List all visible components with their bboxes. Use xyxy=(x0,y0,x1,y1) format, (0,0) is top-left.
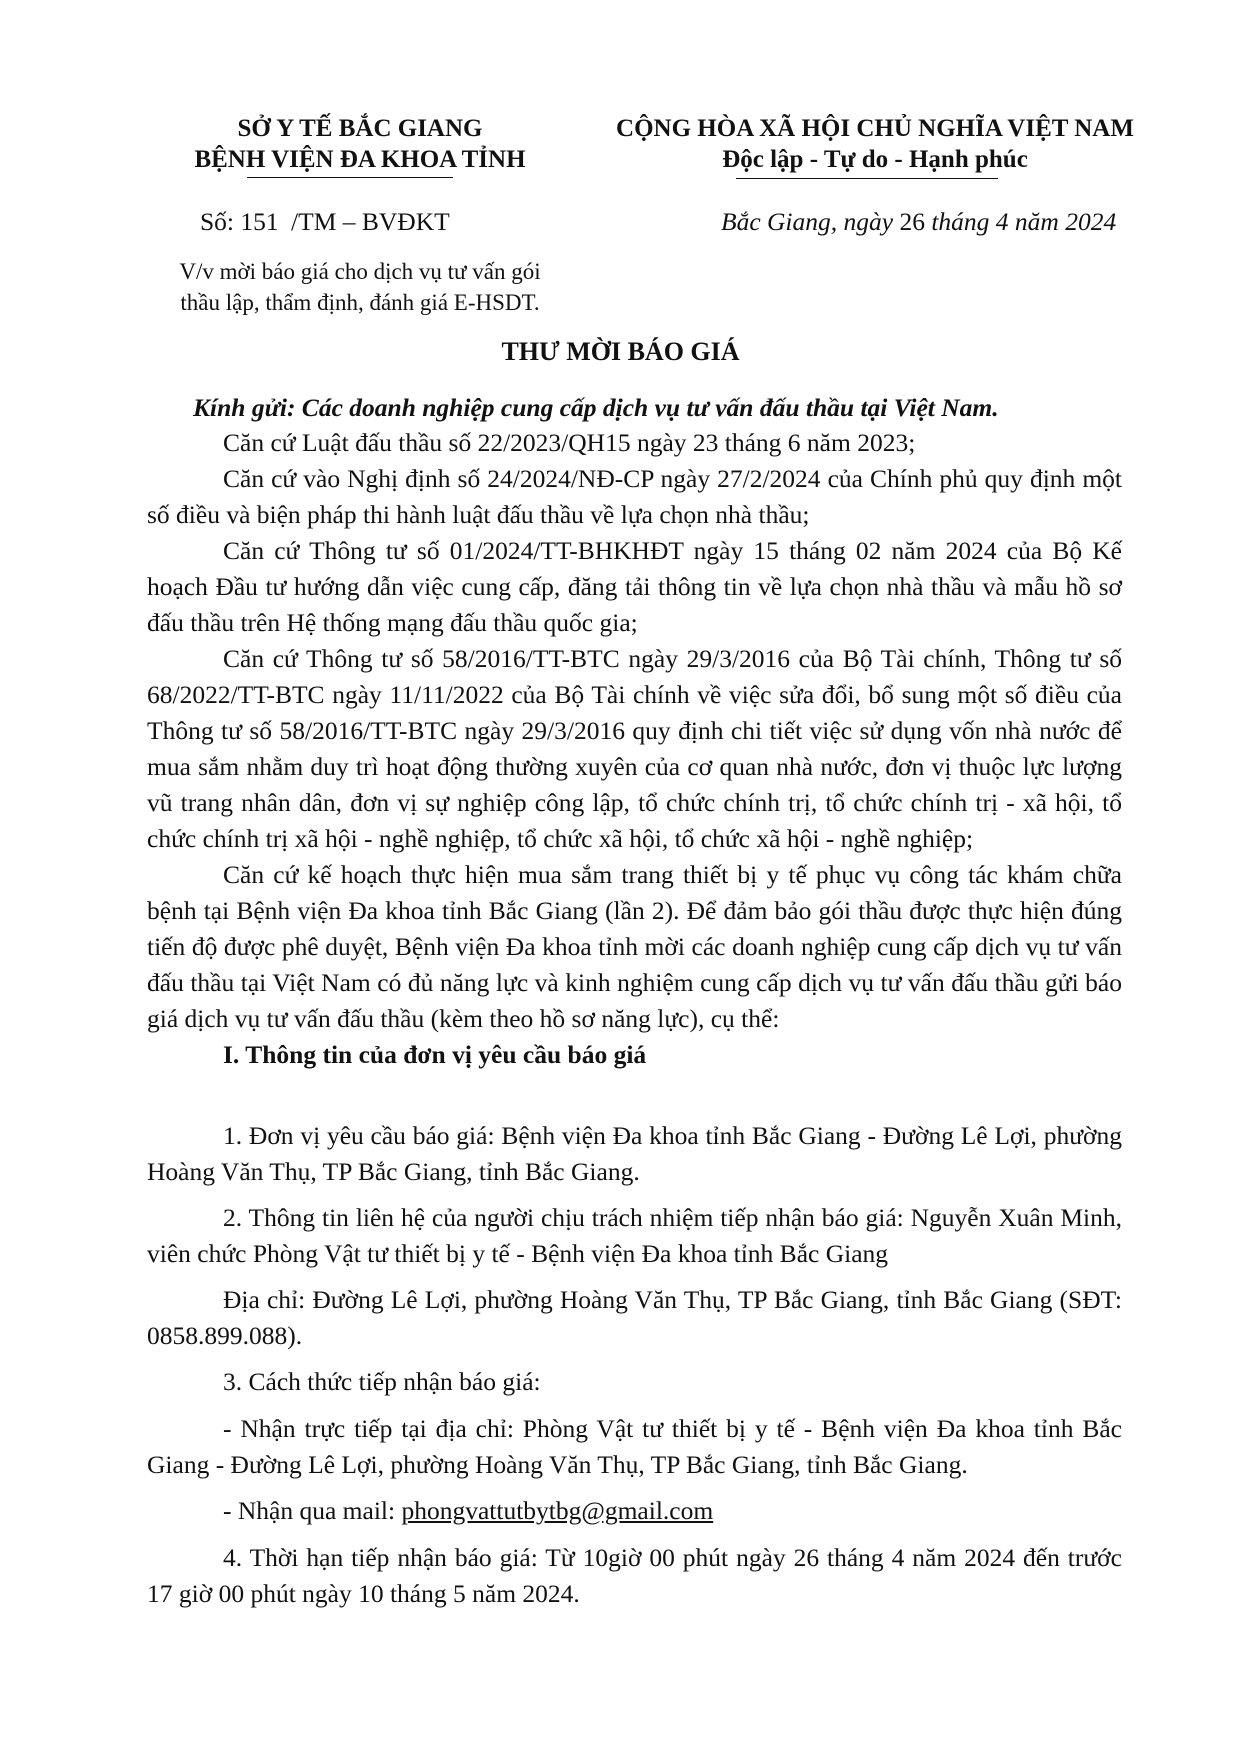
item-4-text: 4. Thời hạn tiếp nhận báo giá: Từ 10giờ 00 phút ngày 26 tháng 4 năm 2024 đến trước 17 giờ 00 phút ngày 10 tháng 5 năm 2024. xyxy=(147,1543,1122,1608)
section-heading: I. Thông tin của đơn vị yêu cầu báo giá xyxy=(223,1040,647,1069)
subject-line-2: thầu lập, thẩm định, đánh giá E-HSDT. xyxy=(180,290,540,315)
letter-title: THƯ MỜI BÁO GIÁ xyxy=(501,337,740,366)
item-1-text: 1. Đơn vị yêu cầu báo giá: Bệnh viện Đa khoa tỉnh Bắc Giang - Đường Lê Lợi, phường Hoàng Văn Thụ, TP Bắc Giang, tỉnh Bắc Giang. xyxy=(147,1121,1122,1186)
item-4 xyxy=(147,1540,1122,1612)
item-3b xyxy=(147,1493,1122,1529)
agency-name: SỞ Y TẾ BẮC GIANG xyxy=(237,115,483,142)
issue-date xyxy=(721,204,1116,240)
date-month-year: tháng 4 năm 2024 xyxy=(931,207,1117,236)
doc-number-prefix: Số: xyxy=(200,207,235,236)
address-block xyxy=(147,1282,1122,1354)
item-3 xyxy=(147,1364,1122,1400)
address-text: Địa chỉ: Đường Lê Lợi, phường Hoàng Văn Thụ, TP Bắc Giang, tỉnh Bắc Giang (SĐT: 0858.899.088). xyxy=(147,1285,1122,1350)
national-motto: Độc lập - Tự do - Hạnh phúc xyxy=(722,146,1028,173)
date-day: 26 xyxy=(899,207,925,236)
item-1 xyxy=(147,1118,1122,1190)
doc-number-suffix: /TM – BVĐKT xyxy=(291,207,450,236)
basis-paragraph: Căn cứ vào Nghị định số 24/2024/NĐ-CP ngày 27/2/2024 của Chính phủ quy định một số điều và biện pháp thi hành luật đấu thầu về lựa chọn nhà thầu; xyxy=(147,464,1122,529)
basis-paragraph: Căn cứ kế hoạch thực hiện mua sắm trang thiết bị y tế phục vụ công tác khám chữa bệnh tại Bệnh viện Đa khoa tỉnh Bắc Giang (lần 2). Để đảm bảo gói thầu được thực hiện đúng tiến độ được phê duyệt, Bệnh viện Đa khoa tỉnh mời các doanh nghiệp cung cấp dịch vụ tư vấn đấu thầu tại Việt Nam có đủ năng lực và kinh nghiệm cung cấp dịch vụ tư vấn đấu thầu gửi báo giá dịch vụ tư vấn đấu thầu (kèm theo hồ sơ năng lực), cụ thể: xyxy=(147,860,1122,1033)
item-2 xyxy=(147,1200,1122,1272)
item-3b-prefix: - Nhận qua mail: xyxy=(223,1496,396,1525)
country-name: CỘNG HÒA XÃ HỘI CHỦ NGHĨA VIỆT NAM xyxy=(616,115,1134,142)
item-3a xyxy=(147,1411,1122,1483)
basis-paragraph: Căn cứ Luật đấu thầu số 22/2023/QH15 ngày 23 tháng 6 năm 2023; xyxy=(223,428,916,457)
basis-paragraph: Căn cứ Thông tư số 58/2016/TT-BTC ngày 29/3/2016 của Bộ Tài chính, Thông tư số 68/2022/TT-BTC ngày 11/11/2022 của Bộ Tài chính về việc sửa đổi, bổ sung một số điều của Thông tư số 58/2016/TT-BTC ngày 29/3/2016 quy định chi tiết việc sử dụng vốn nhà nước để mua sắm nhằm duy trì hoạt động thường xuyên của cơ quan nhà nước, đơn vị thuộc lực lượng vũ trang nhân dân, đơn vị sự nghiệp công lập, tổ chức chính trị, tổ chức chính trị - xã hội, tổ chức chính trị xã hội - nghề nghiệp, tổ chức xã hội, tổ chức xã hội - nghề nghiệp; xyxy=(147,644,1122,853)
right-header-underline xyxy=(736,178,998,179)
recipient-line: Kính gửi: Các doanh nghiệp cung cấp dịch vụ tư vấn đấu thầu tại Việt Nam. xyxy=(193,393,999,422)
item-3-text: 3. Cách thức tiếp nhận báo giá: xyxy=(223,1367,541,1396)
subject-block xyxy=(140,256,580,318)
doc-number-value: 151 xyxy=(240,207,279,236)
email-link[interactable]: phongvattutbytbg@gmail.com xyxy=(401,1496,714,1525)
basis-paragraph: Căn cứ Thông tư số 01/2024/TT-BHKHĐT ngày 15 tháng 02 năm 2024 của Bộ Kế hoạch Đầu tư hướng dẫn việc cung cấp, đăng tải thông tin về lựa chọn nhà thầu và mẫu hồ sơ đấu thầu trên Hệ thống mạng đấu thầu quốc gia; xyxy=(147,536,1122,637)
subject-line-1: V/v mời báo giá cho dịch vụ tư vấn gói xyxy=(179,259,541,284)
item-2-text: 2. Thông tin liên hệ của người chịu trách nhiệm tiếp nhận báo giá: Nguyễn Xuân Minh, viên chức Phòng Vật tư thiết bị y tế - Bệnh viện Đa khoa tỉnh Bắc Giang xyxy=(147,1203,1122,1268)
document-number xyxy=(200,204,450,240)
legal-basis-section xyxy=(147,425,1122,1073)
hospital-name: BỆNH VIỆN ĐA KHOA TỈNH xyxy=(194,146,526,173)
date-prefix: Bắc Giang, ngày xyxy=(721,207,894,236)
left-header-underline xyxy=(247,177,453,178)
item-3a-text: - Nhận trực tiếp tại địa chỉ: Phòng Vật tư thiết bị y tế - Bệnh viện Đa khoa tỉnh Bắc Giang - Đường Lê Lợi, phường Hoàng Văn Thụ, TP Bắc Giang, tỉnh Bắc Giang. xyxy=(147,1414,1122,1479)
